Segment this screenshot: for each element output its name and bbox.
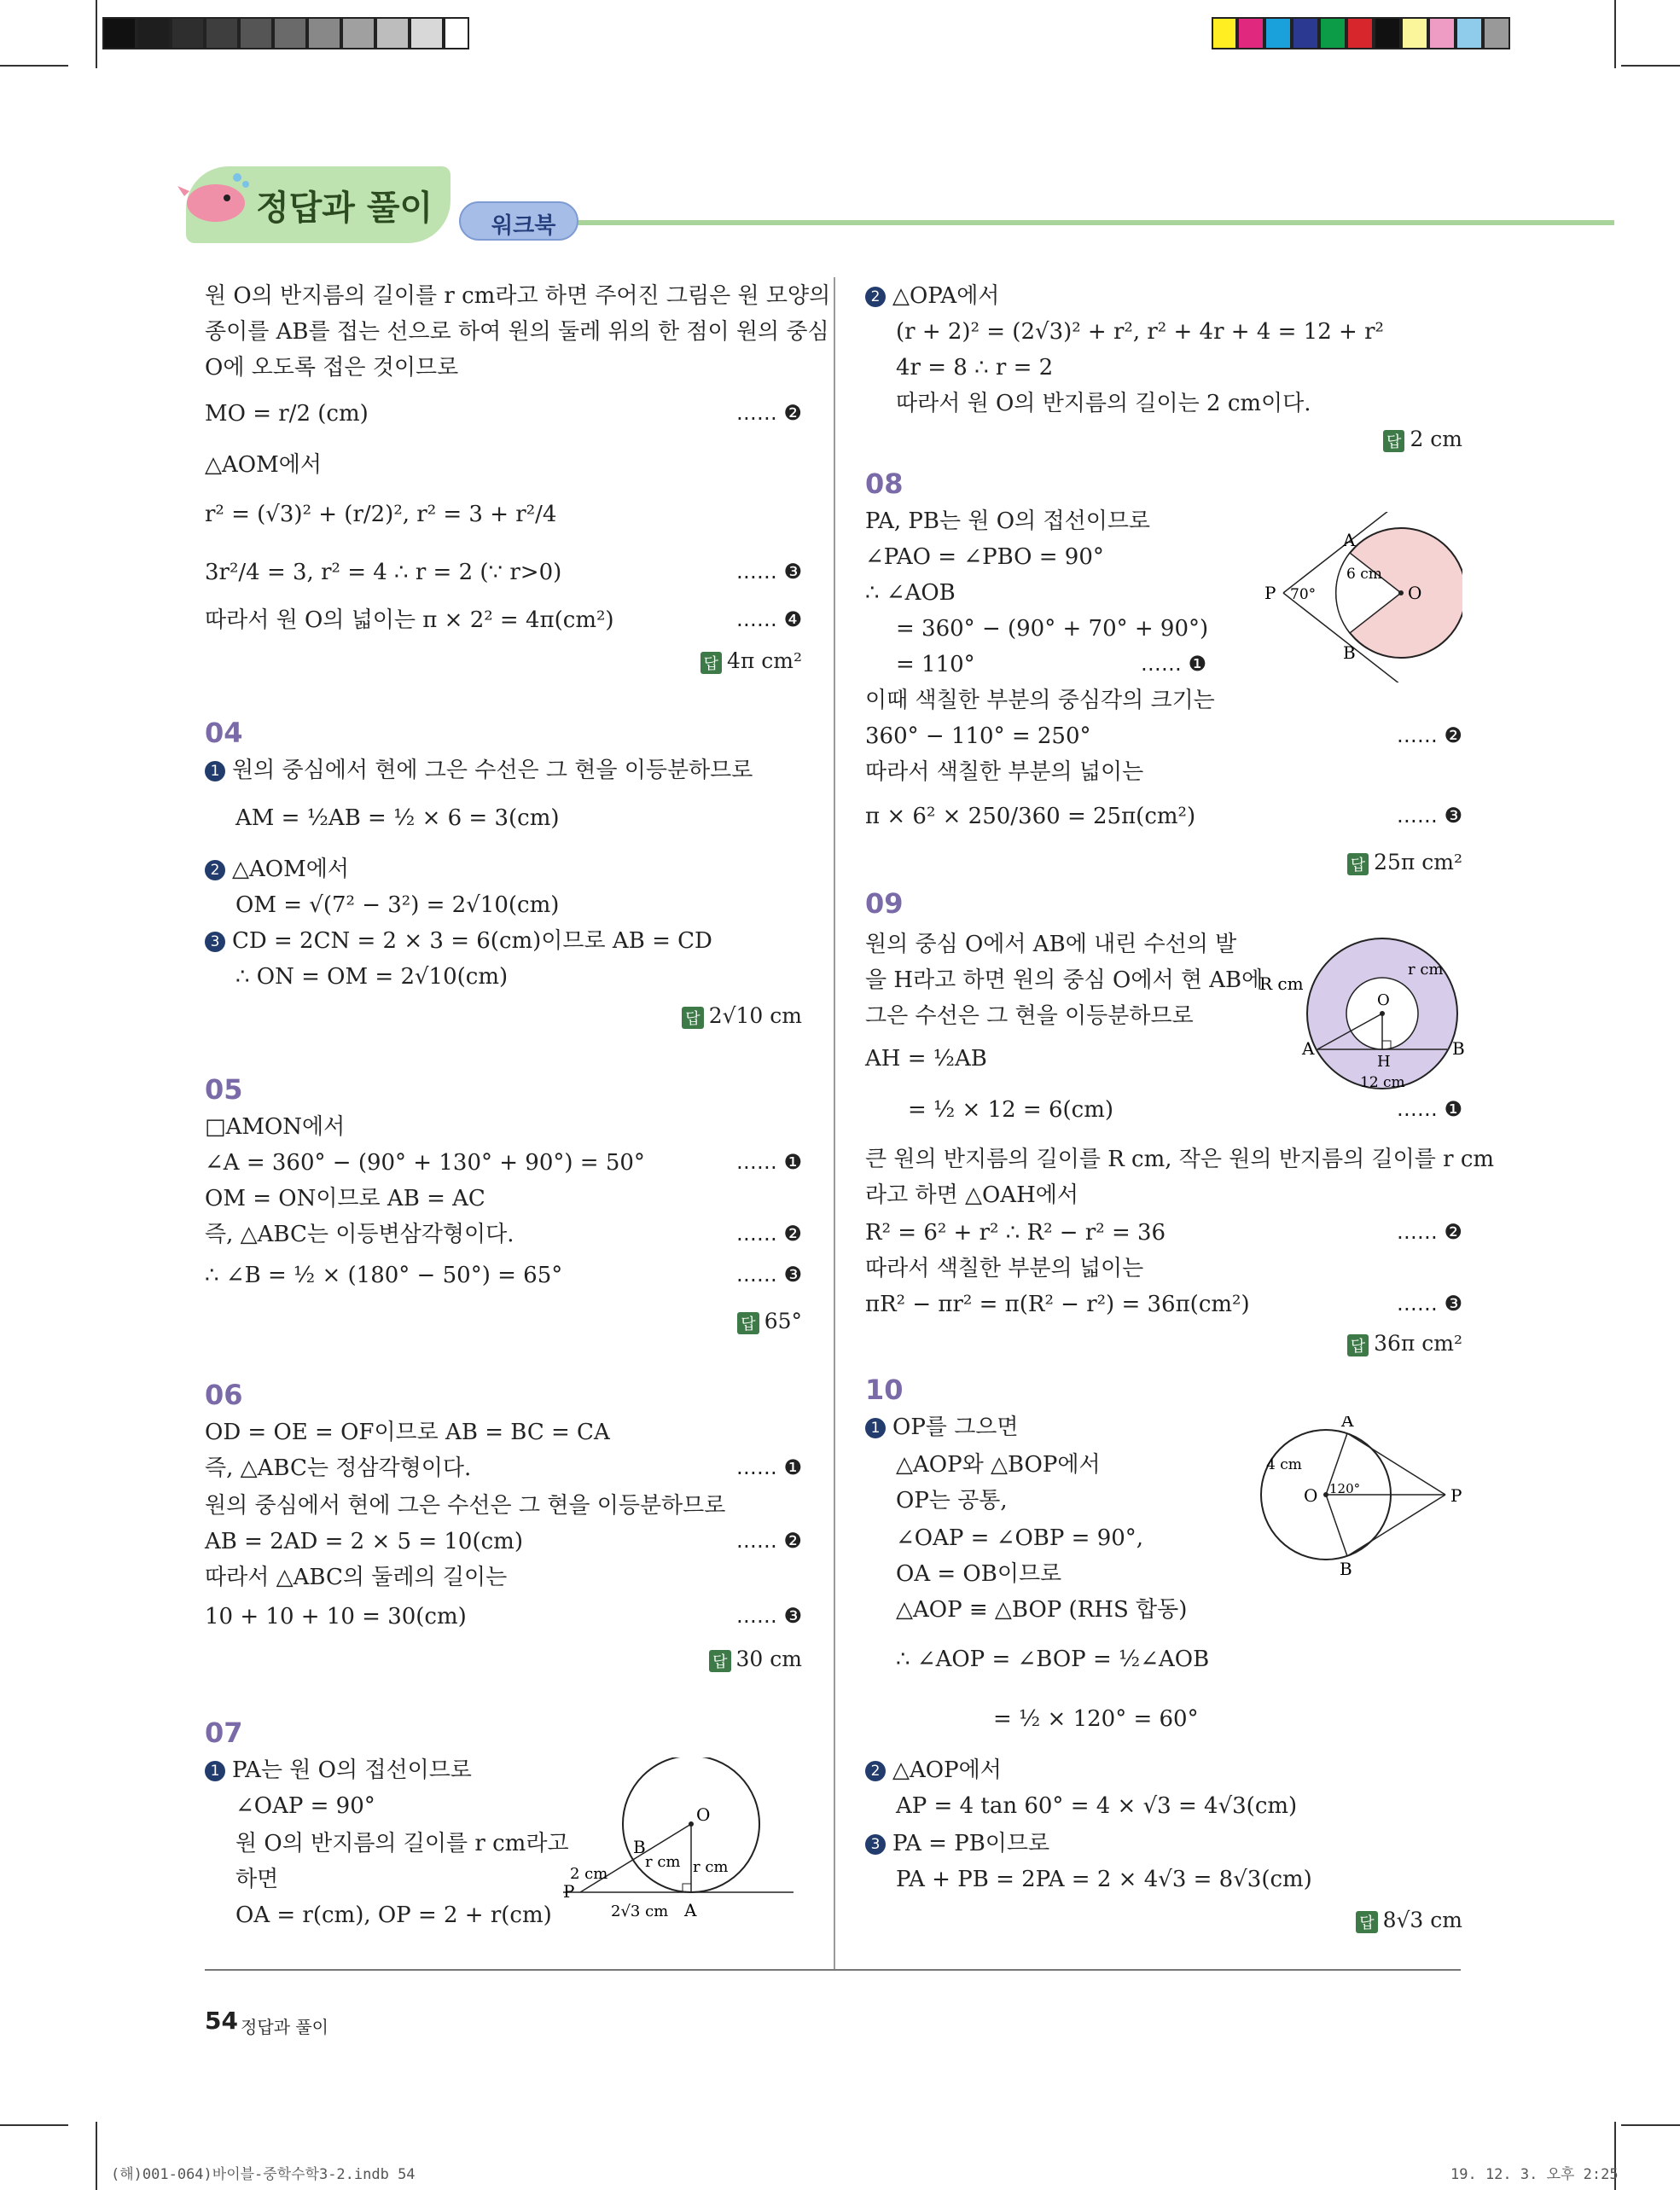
footer-rule	[205, 1969, 1461, 1971]
equation-line: AP = 4 tan 60° = 4 × √3 = 4√3(cm)	[896, 1793, 1298, 1819]
svg-text:O: O	[1408, 583, 1422, 603]
text-line: 따라서 △ABC의 둘레의 길이는	[205, 1565, 508, 1590]
equation-line: π × 6² × 250/360 = 25π(cm²)	[865, 804, 1196, 829]
svg-text:r cm: r cm	[645, 1853, 681, 1871]
step-mark: …… ❸	[735, 560, 802, 584]
text-line: □AMON에서	[205, 1114, 346, 1140]
svg-text:2√3 cm: 2√3 cm	[611, 1902, 669, 1920]
header-rule	[461, 220, 1614, 225]
equation-line: ∴ ∠AOP = ∠BOP = ½∠AOB	[896, 1647, 1210, 1672]
whale-mascot-icon	[177, 171, 254, 234]
svg-text:A: A	[1343, 530, 1356, 550]
section-number: 08	[865, 468, 904, 500]
step-mark: …… ❷	[1396, 1220, 1462, 1244]
section-number: 09	[865, 887, 904, 920]
answer-box: 답 36π cm²	[1347, 1331, 1462, 1356]
svg-text:2 cm: 2 cm	[570, 1865, 608, 1883]
svg-text:A: A	[684, 1900, 697, 1920]
answer-box: 답 25π cm²	[1347, 850, 1462, 875]
equation-line: AM = ½AB = ½ × 6 = 3(cm)	[235, 805, 560, 831]
svg-text:B: B	[1340, 1559, 1352, 1578]
section-number: 04	[205, 717, 243, 749]
answer-box: 답 4π cm²	[700, 648, 802, 674]
text-line: 3 PA = PB이므로	[865, 1831, 1049, 1856]
print-slug-file: (해)001-064)바이블-중학수학3-2.indb 54	[111, 2166, 416, 2183]
equation-line: πR² − πr² = π(R² − r²) = 36π(cm²)	[865, 1292, 1250, 1317]
text-line: 2 △OPA에서	[865, 283, 999, 309]
svg-text:B: B	[633, 1837, 646, 1857]
step-mark: …… ❹	[735, 607, 802, 631]
step-mark: …… ❷	[735, 401, 802, 425]
text-line: 원 O의 반지름의 길이를 r cm라고 하면 주어진 그림은 원 모양의	[205, 283, 831, 309]
text-line: 그은 수선은 그 현을 이등분하므로	[865, 1003, 1194, 1029]
text-line: 따라서 색칠한 부분의 넓이는	[865, 1256, 1144, 1281]
text-line: 따라서 원 O의 반지름의 길이는 2 cm이다.	[896, 391, 1311, 416]
equation-line: ∠OAP = ∠OBP = 90°,	[896, 1525, 1144, 1551]
svg-text:O: O	[696, 1804, 711, 1825]
equation-line: OM = √(7² − 3²) = 2√10(cm)	[235, 892, 560, 918]
text-line: △AOM에서	[205, 452, 322, 478]
svg-text:O: O	[1304, 1485, 1318, 1506]
equation-line: AB = 2AD = 2 × 5 = 10(cm)	[205, 1529, 523, 1554]
step-mark: …… ❶	[735, 1150, 802, 1174]
text-line: 큰 원의 반지름의 길이를 R cm, 작은 원의 반지름의 길이를 r cm	[865, 1147, 1495, 1172]
equation-line: (r + 2)² = (2√3)² + r², r² + 4r + 4 = 12 + r²	[896, 319, 1384, 345]
text-line: PA, PB는 원 O의 접선이므로	[865, 508, 1151, 534]
svg-text:r cm: r cm	[1408, 961, 1444, 979]
svg-text:B: B	[1343, 642, 1356, 663]
svg-text:70°: 70°	[1290, 586, 1317, 603]
text-line: 라고 하면 △OAH에서	[865, 1182, 1078, 1208]
section-number: 10	[865, 1374, 904, 1406]
equation-line: 10 + 10 + 10 = 30(cm)	[205, 1604, 467, 1629]
text-line: 이때 색칠한 부분의 중심각의 크기는	[865, 688, 1215, 713]
equation-line: ∠OAP = 90°	[235, 1793, 375, 1819]
equation-line: 4r = 8 ∴ r = 2	[896, 355, 1054, 380]
figure-07	[563, 1757, 793, 1931]
section-number: 07	[205, 1717, 243, 1749]
svg-text:B: B	[1452, 1038, 1465, 1059]
svg-text:4 cm: 4 cm	[1266, 1456, 1302, 1473]
text-line: 1 원의 중심에서 현에 그은 수선은 그 현을 이등분하므로	[205, 758, 753, 783]
equation-line: ∠A = 360° − (90° + 130° + 90°) = 50°	[205, 1150, 645, 1176]
equation-line: 3r²/4 = 3, r² = 4 ∴ r = 2 (∵ r>0)	[205, 560, 562, 585]
text-line: 원의 중심에서 현에 그은 수선은 그 현을 이등분하므로	[205, 1493, 726, 1519]
equation-line: △AOP ≡ △BOP (RHS 합동)	[896, 1597, 1188, 1623]
svg-text:r cm: r cm	[693, 1858, 729, 1876]
svg-text:12 cm: 12 cm	[1360, 1074, 1405, 1091]
equation-line: ∴ ∠AOB	[865, 580, 956, 606]
figure-09	[1256, 930, 1469, 1104]
svg-text:R cm: R cm	[1259, 973, 1304, 994]
equation-line: R² = 6² + r² ∴ R² − r² = 36	[865, 1220, 1166, 1246]
equation-line: AH = ½AB	[865, 1046, 987, 1072]
text-line: 원 O의 반지름의 길이를 r cm라고	[235, 1831, 569, 1856]
text-line: 2 △AOP에서	[865, 1757, 1002, 1783]
text-line: 따라서 색칠한 부분의 넓이는	[865, 759, 1144, 785]
equation-line: 360° − 110° = 250°	[865, 723, 1091, 749]
figure-08	[1258, 512, 1462, 686]
text-line: 1 OP를 그으면	[865, 1414, 1019, 1440]
step-mark: …… ❶	[1140, 652, 1206, 676]
equation-line: PA + PB = 2PA = 2 × 4√3 = 8√3(cm)	[896, 1867, 1312, 1892]
step-mark: …… ❸	[1396, 804, 1462, 828]
footer-label: 정답과 풀이	[241, 2017, 328, 2037]
text-line: 하면	[235, 1867, 279, 1892]
equation-line: OA = r(cm), OP = 2 + r(cm)	[235, 1902, 552, 1928]
text-line: O에 오도록 접은 것이므로	[205, 355, 459, 380]
header-title: 정답과 풀이	[256, 189, 433, 228]
equation-line: = ½ × 120° = 60°	[993, 1706, 1199, 1732]
answer-box: 답 2√10 cm	[682, 1003, 802, 1029]
text-line: 1 PA는 원 O의 접선이므로	[205, 1757, 472, 1783]
equation-line: = ½ × 12 = 6(cm)	[908, 1097, 1114, 1123]
step-mark: …… ❸	[735, 1263, 802, 1287]
column-divider	[834, 277, 835, 1971]
svg-text:O: O	[1377, 991, 1390, 1009]
step-mark: …… ❸	[1396, 1292, 1462, 1316]
page-number: 54	[205, 2007, 238, 2035]
svg-text:6 cm: 6 cm	[1346, 566, 1382, 583]
step-mark: …… ❸	[735, 1604, 802, 1628]
text-line: 2 △AOM에서	[205, 857, 349, 882]
text-line: OM = ON이므로 AB = AC	[205, 1186, 485, 1211]
answer-box: 답 65°	[737, 1309, 802, 1334]
equation-line: ∴ ∠B = ½ × (180° − 50°) = 65°	[205, 1263, 563, 1288]
equation-line: OA = OB이므로	[896, 1561, 1062, 1587]
text-line: 즉, △ABC는 이등변삼각형이다.	[205, 1222, 514, 1247]
figure-10	[1232, 1416, 1471, 1582]
svg-text:A: A	[1341, 1416, 1354, 1431]
answer-box: 답 2 cm	[1383, 427, 1462, 452]
text-line: △AOP와 △BOP에서	[896, 1452, 1101, 1478]
answer-box: 답 30 cm	[709, 1647, 802, 1672]
section-number: 05	[205, 1073, 243, 1106]
svg-text:A: A	[1302, 1038, 1315, 1059]
equation-line: MO = r/2 (cm)	[205, 401, 369, 427]
text-line: OP는 공통,	[896, 1488, 1008, 1513]
text-line: 을 H라고 하면 원의 중심 O에서 현 AB에	[865, 967, 1264, 993]
equation-line: = 360° − (90° + 70° + 90°)	[896, 616, 1209, 642]
workbook-tab: 워크북	[459, 201, 578, 241]
equation-line: r² = (√3)² + (r/2)², r² = 3 + r²/4	[205, 502, 557, 527]
text-line: 3 CD = 2CN = 2 × 3 = 6(cm)이므로 AB = CD	[205, 928, 712, 954]
equation-line: ∠PAO = ∠PBO = 90°	[865, 544, 1104, 570]
text-line: OD = OE = OF이므로 AB = BC = CA	[205, 1420, 610, 1445]
print-slug-date: 19. 12. 3. 오후 2:25	[1450, 2166, 1619, 2183]
equation-line: ∴ ON = OM = 2√10(cm)	[235, 964, 509, 990]
text-line: 원의 중심 O에서 AB에 내린 수선의 발	[865, 932, 1237, 957]
equation-line: = 110°	[896, 652, 975, 677]
section-number: 06	[205, 1379, 243, 1411]
answer-box: 답 8√3 cm	[1356, 1908, 1462, 1933]
step-mark: …… ❷	[735, 1529, 802, 1553]
svg-text:P: P	[563, 1881, 575, 1902]
svg-text:P: P	[1450, 1485, 1462, 1506]
text-line: 종이를 AB를 접는 선으로 하여 원의 둘레 위의 한 점이 원의 중심	[205, 319, 829, 345]
step-mark: …… ❶	[735, 1455, 802, 1479]
text-line: 따라서 원 O의 넓이는 π × 2² = 4π(cm²)	[205, 607, 614, 633]
step-mark: …… ❷	[1396, 723, 1462, 747]
step-mark: …… ❶	[1396, 1097, 1462, 1121]
svg-text:P: P	[1264, 583, 1276, 603]
svg-text:H: H	[1377, 1053, 1391, 1071]
text-line: 즉, △ABC는 정삼각형이다.	[205, 1455, 472, 1481]
step-mark: …… ❷	[735, 1222, 802, 1246]
svg-text:120°: 120°	[1329, 1481, 1361, 1496]
